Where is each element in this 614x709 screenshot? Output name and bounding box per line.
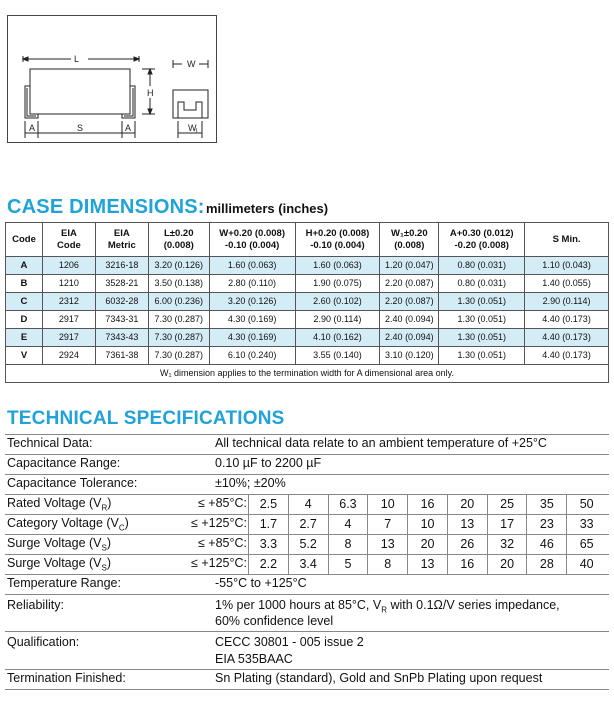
spec-row-voltage [5, 495, 609, 515]
case-cell: 2.40 (0.094) [380, 311, 439, 329]
case-cell: 1206 [42, 257, 95, 275]
voltage-value: 6.3 [328, 495, 368, 514]
header-line: W₁±0.20 [391, 227, 428, 239]
spec-row-voltage [5, 515, 609, 535]
voltage-value: 1.7 [248, 515, 288, 534]
case-cell: 3.20 (0.126) [209, 293, 295, 311]
header-line: -0.20 (0.008) [454, 239, 509, 251]
voltage-value: 20 [487, 555, 527, 574]
case-cell: 2.90 (0.114) [525, 293, 609, 311]
case-cell: 1.30 (0.051) [439, 347, 525, 365]
voltage-value: 13 [447, 515, 487, 534]
case-cell: 2917 [42, 311, 95, 329]
spec-condition: ≤ +85°C: [197, 536, 247, 550]
voltage-value: 8 [328, 535, 368, 554]
voltage-value: 10 [407, 515, 447, 534]
voltage-value: 28 [526, 555, 566, 574]
voltage-values [248, 535, 606, 554]
voltage-value: 35 [526, 495, 566, 514]
case-cell: 4.40 (0.173) [525, 347, 609, 365]
case-cell: 7361-38 [95, 347, 148, 365]
case-cell: 3.50 (0.138) [148, 275, 209, 293]
case-cell: 2.20 (0.087) [380, 293, 439, 311]
header-line: (0.008) [394, 239, 425, 251]
case-header-cell [209, 223, 295, 257]
dimension-drawing [7, 15, 217, 143]
spec-label: Qualification: [7, 635, 80, 649]
voltage-value: 3.4 [288, 555, 328, 574]
voltage-value: 20 [407, 535, 447, 554]
case-cell: 1.30 (0.051) [439, 311, 525, 329]
case-note: W₁ dimension applies to the termination width for A dimensional area only. [6, 365, 609, 383]
case-header-cell [148, 223, 209, 257]
voltage-value: 20 [447, 495, 487, 514]
spec-condition: ≤ +125°C: [191, 556, 247, 570]
case-row [6, 329, 609, 347]
spec-label: Rated Voltage $(V_R)$ [7, 496, 112, 513]
header-line: S Min. [552, 233, 581, 245]
voltage-value: 4 [328, 515, 368, 534]
case-dimensions-table [5, 222, 609, 383]
case-cell: 1.40 (0.055) [525, 275, 609, 293]
voltage-value: 50 [566, 495, 606, 514]
voltage-value: 10 [367, 495, 407, 514]
case-code: A [6, 257, 43, 275]
case-code: V [6, 347, 43, 365]
spec-value-line1: CECC 30801 - 005 issue 2 [215, 635, 364, 649]
case-cell: 0.80 (0.031) [439, 275, 525, 293]
spec-label: Reliability: [7, 598, 64, 612]
case-header-cell [295, 223, 380, 257]
case-code: B [6, 275, 43, 293]
case-cell: 3528-21 [95, 275, 148, 293]
spec-value-line2: 60% confidence level [215, 614, 334, 628]
case-cell: 2.20 (0.087) [380, 275, 439, 293]
spec-row-capacitance-range [5, 455, 609, 475]
case-header-cell [525, 223, 609, 257]
spec-row-temperature-range [5, 575, 609, 595]
header-line: -0.10 (0.004) [224, 239, 280, 251]
header-line: Code [57, 239, 81, 251]
case-cell: 1.10 (0.043) [525, 257, 609, 275]
case-cell: 4.30 (0.169) [209, 329, 295, 347]
case-cell: 2.40 (0.094) [380, 329, 439, 347]
case-cell: 7.30 (0.287) [148, 347, 209, 365]
case-cell: 7.30 (0.287) [148, 311, 209, 329]
voltage-value: 5.2 [288, 535, 328, 554]
voltage-rows [5, 495, 609, 575]
case-cell: 3.10 (0.120) [380, 347, 439, 365]
technical-specifications-title: TECHNICAL SPECIFICATIONS [7, 408, 285, 429]
case-cell: 7.30 (0.287) [148, 329, 209, 347]
spec-row-reliability [5, 595, 609, 632]
case-cell: 1.30 (0.051) [439, 329, 525, 347]
voltage-value: 16 [447, 555, 487, 574]
spec-condition: ≤ +85°C: [197, 496, 247, 510]
spec-value: -55°C to +125°C [215, 576, 307, 590]
header-line: -0.10 (0.004) [310, 239, 365, 251]
voltage-value: 5 [328, 555, 368, 574]
voltage-value: 17 [487, 515, 527, 534]
voltage-value: 2.7 [288, 515, 328, 534]
voltage-value: 3.3 [248, 535, 288, 554]
spec-value-line2: EIA 535BAAC [215, 652, 293, 666]
case-header-cell [95, 223, 148, 257]
voltage-value: 46 [526, 535, 566, 554]
spec-row-voltage [5, 535, 609, 555]
spec-label: Technical Data: [7, 436, 93, 450]
case-cell: 1.60 (0.063) [295, 257, 380, 275]
dim-label-a-right: A [125, 123, 132, 133]
voltage-value: 2.2 [248, 555, 288, 574]
case-dimensions-title: CASE DIMENSIONS: [7, 196, 205, 218]
voltage-value: 40 [566, 555, 606, 574]
case-cell: 1.20 (0.047) [380, 257, 439, 275]
case-cell: 6.10 (0.240) [209, 347, 295, 365]
case-cell: 4.40 (0.173) [525, 311, 609, 329]
case-cell: 2312 [42, 293, 95, 311]
case-cell: 1.30 (0.051) [439, 293, 525, 311]
spec-row-termination [5, 670, 609, 690]
dim-label-w1: W [188, 123, 197, 133]
voltage-values [248, 515, 606, 534]
voltage-value: 7 [367, 515, 407, 534]
case-code: D [6, 311, 43, 329]
case-header-cell [439, 223, 525, 257]
case-cell: 2.90 (0.114) [295, 311, 380, 329]
case-cell: 6032-28 [95, 293, 148, 311]
case-cell: 6.00 (0.236) [148, 293, 209, 311]
voltage-value: 33 [566, 515, 606, 534]
spec-label: Termination Finished: [7, 671, 126, 685]
dim-label-a-left: A [29, 123, 36, 133]
case-cell: 0.80 (0.031) [439, 257, 525, 275]
dim-label-w: W [187, 59, 196, 69]
case-cell: 2.60 (0.102) [295, 293, 380, 311]
case-row [6, 311, 609, 329]
case-cell: 7343-43 [95, 329, 148, 347]
voltage-value: 23 [526, 515, 566, 534]
header-line: A+0.30 (0.012) [449, 227, 514, 239]
header-line: W+0.20 (0.008) [219, 227, 285, 239]
case-cell: 1.60 (0.063) [209, 257, 295, 275]
case-header-cell [6, 223, 43, 257]
case-cell: 2.80 (0.110) [209, 275, 295, 293]
case-cell: 2917 [42, 329, 95, 347]
case-code: C [6, 293, 43, 311]
spec-label: Surge Voltage $(V_S)$ [7, 556, 112, 573]
spec-value: Sn Plating (standard), Gold and SnPb Plating upon request [215, 671, 543, 685]
voltage-values [248, 495, 606, 514]
voltage-value: 25 [487, 495, 527, 514]
case-row [6, 275, 609, 293]
header-line: H+0.20 (0.008) [305, 227, 370, 239]
case-row [6, 293, 609, 311]
dim-label-h: H [147, 88, 154, 98]
voltage-value: 2.5 [248, 495, 288, 514]
header-line: (0.008) [163, 239, 194, 251]
case-cell: 3216-18 [95, 257, 148, 275]
spec-label: Capacitance Tolerance: [7, 476, 138, 490]
voltage-value: 13 [367, 535, 407, 554]
header-line: EIA [61, 227, 77, 239]
case-cell: 4.10 (0.162) [295, 329, 380, 347]
header-line: Code [12, 233, 36, 245]
dim-label-w1-sub: 1 [195, 129, 199, 135]
spec-row-voltage [5, 555, 609, 575]
case-cell: 4.40 (0.173) [525, 329, 609, 347]
case-cell: 1210 [42, 275, 95, 293]
technical-specifications [5, 434, 609, 690]
dim-label-s: S [77, 123, 84, 133]
case-header-cell [42, 223, 95, 257]
spec-label: Category Voltage $(V_C)$ [7, 516, 129, 533]
case-header-cell [380, 223, 439, 257]
header-line: EIA [113, 227, 130, 239]
voltage-value: 8 [367, 555, 407, 574]
spec-row-capacitance-tolerance [5, 475, 609, 495]
voltage-values [248, 555, 606, 574]
case-dimensions-unit: millimeters (inches) [206, 201, 329, 216]
spec-label: Surge Voltage $(V_S)$ [7, 536, 112, 553]
case-row [6, 257, 609, 275]
spec-row-technical-data [5, 434, 609, 455]
dim-label-l: L [74, 54, 80, 64]
voltage-value: 16 [407, 495, 447, 514]
spec-condition: ≤ +125°C: [191, 516, 247, 530]
case-row [6, 347, 609, 365]
case-cell: 1.90 (0.075) [295, 275, 380, 293]
voltage-value: 4 [288, 495, 328, 514]
voltage-value: 13 [407, 555, 447, 574]
case-code: E [6, 329, 43, 347]
case-cell: 3.55 (0.140) [295, 347, 380, 365]
case-header-row [6, 223, 609, 257]
spec-value: 0.10 µF to 2200 µF [215, 456, 322, 470]
case-cell: 4.30 (0.169) [209, 311, 295, 329]
case-cell: 2924 [42, 347, 95, 365]
header-line: Metric [107, 239, 136, 251]
spec-value: ±10%; ±20% [215, 476, 286, 490]
voltage-value: 26 [447, 535, 487, 554]
spec-label: Capacitance Range: [7, 456, 121, 470]
spec-label: Temperature Range: [7, 576, 121, 590]
spec-row-qualification [5, 632, 609, 670]
header-line: L±0.20 [163, 227, 194, 239]
voltage-value: 65 [566, 535, 606, 554]
spec-value-line1: 1% per 1000 hours at 85°C, $V_R$ with 0.1Ω/V series impedance, [215, 598, 560, 615]
spec-value: All technical data relate to an ambient temperature of +25°C [215, 436, 547, 450]
case-cell: 3.20 (0.126) [148, 257, 209, 275]
case-cell: 7343-31 [95, 311, 148, 329]
voltage-value: 32 [487, 535, 527, 554]
